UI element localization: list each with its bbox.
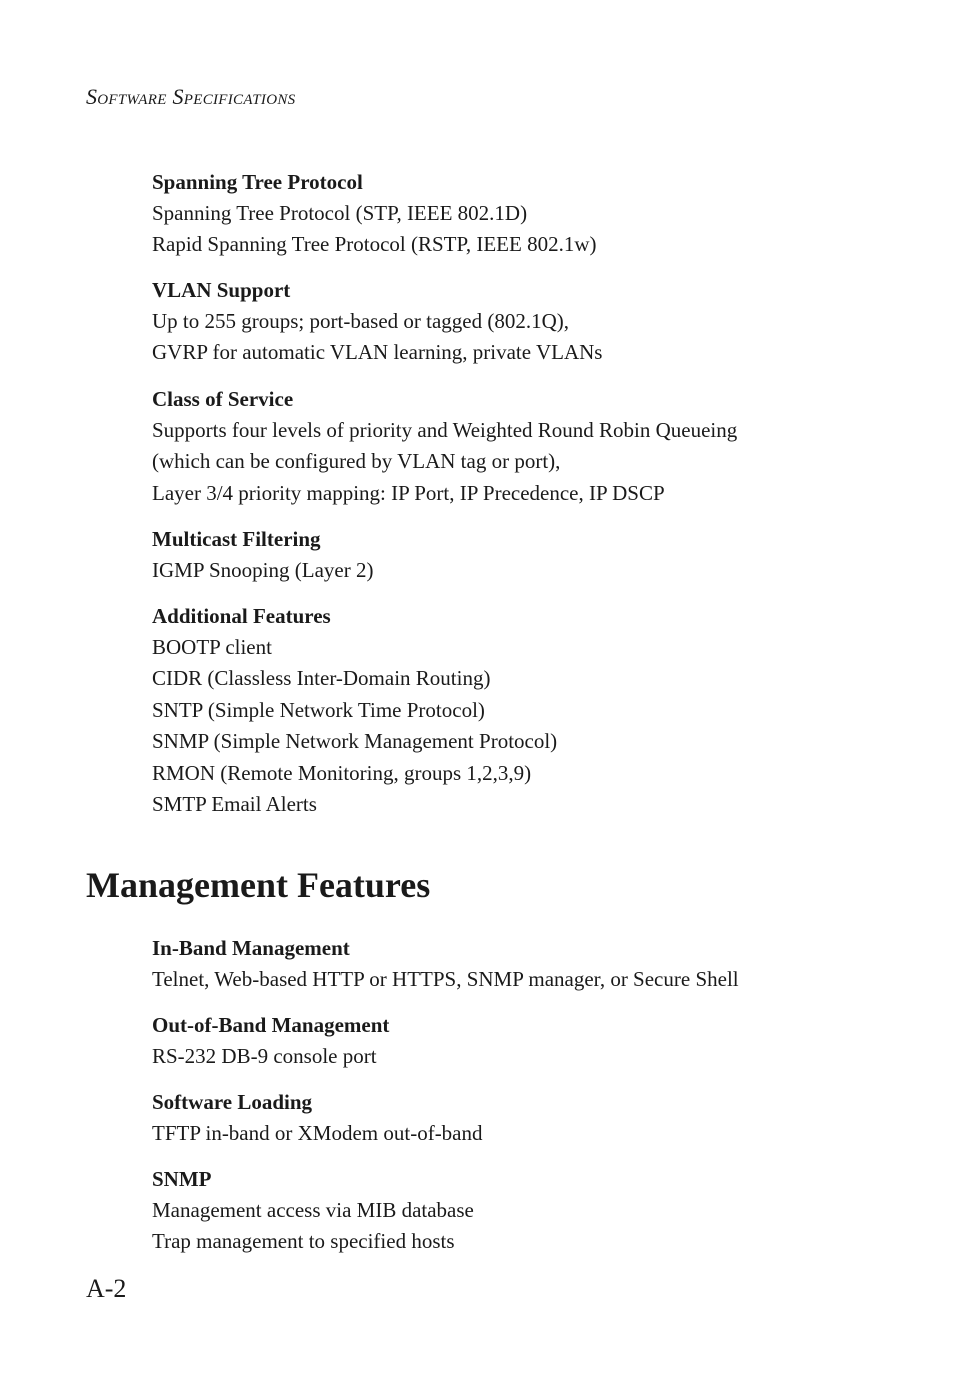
section-title: Out-of-Band Management <box>152 1013 390 1037</box>
section-title: In-Band Management <box>152 936 350 960</box>
section-class-of-service <box>152 384 892 509</box>
page-number: A-2 <box>86 1274 127 1303</box>
section-title: VLAN Support <box>152 278 291 302</box>
section-line: Telnet, Web-based HTTP or HTTPS, SNMP manager, or Secure Shell <box>152 967 739 991</box>
section-line: Trap management to specified hosts <box>152 1229 455 1254</box>
section-line: GVRP for automatic VLAN learning, private VLANs <box>152 340 603 365</box>
section-title: Additional Features <box>152 604 331 628</box>
section-line: Supports four levels of priority and Weighted Round Robin Queueing <box>152 418 738 442</box>
section-line: (which can be configured by VLAN tag or port), <box>152 449 561 474</box>
section-title: Multicast Filtering <box>152 527 321 551</box>
section-line: SNTP (Simple Network Time Protocol) <box>152 697 485 722</box>
section-title: Class of Service <box>152 387 294 411</box>
section-title: Spanning Tree Protocol <box>152 170 363 194</box>
section-line: Layer 3/4 priority mapping: IP Port, IP Precedence, IP DSCP <box>152 480 665 505</box>
section-line: Management access via MIB database <box>152 1198 474 1222</box>
section-out-of-band-management <box>152 1010 892 1072</box>
section-title: Software Loading <box>152 1090 313 1114</box>
section-vlan-support <box>152 275 892 369</box>
management-features-heading: Management Features <box>86 865 431 905</box>
running-header: Software Specifications <box>86 84 296 109</box>
section-spanning-tree <box>152 167 892 261</box>
section-line: TFTP in-band or XModem out-of-band <box>152 1121 483 1145</box>
section-line: BOOTP client <box>152 635 272 659</box>
section-additional-features <box>152 601 892 820</box>
section-line: Spanning Tree Protocol (STP, IEEE 802.1D) <box>152 201 528 225</box>
section-title: SNMP <box>152 1167 212 1191</box>
section-line: Rapid Spanning Tree Protocol (RSTP, IEEE 802.1w) <box>152 232 597 257</box>
section-multicast-filtering <box>152 524 892 586</box>
section-line: CIDR (Classless Inter-Domain Routing) <box>152 666 491 691</box>
section-line: RS-232 DB-9 console port <box>152 1044 377 1068</box>
section-line: RMON (Remote Monitoring, groups 1,2,3,9) <box>152 760 532 785</box>
section-line: IGMP Snooping (Layer 2) <box>152 558 374 582</box>
section-snmp <box>152 1164 892 1258</box>
section-line: SMTP Email Alerts <box>152 792 317 817</box>
section-in-band-management <box>152 933 892 995</box>
section-line: Up to 255 groups; port-based or tagged (802.1Q), <box>152 309 570 333</box>
section-software-loading <box>152 1087 892 1149</box>
section-line: SNMP (Simple Network Management Protocol) <box>152 729 558 754</box>
